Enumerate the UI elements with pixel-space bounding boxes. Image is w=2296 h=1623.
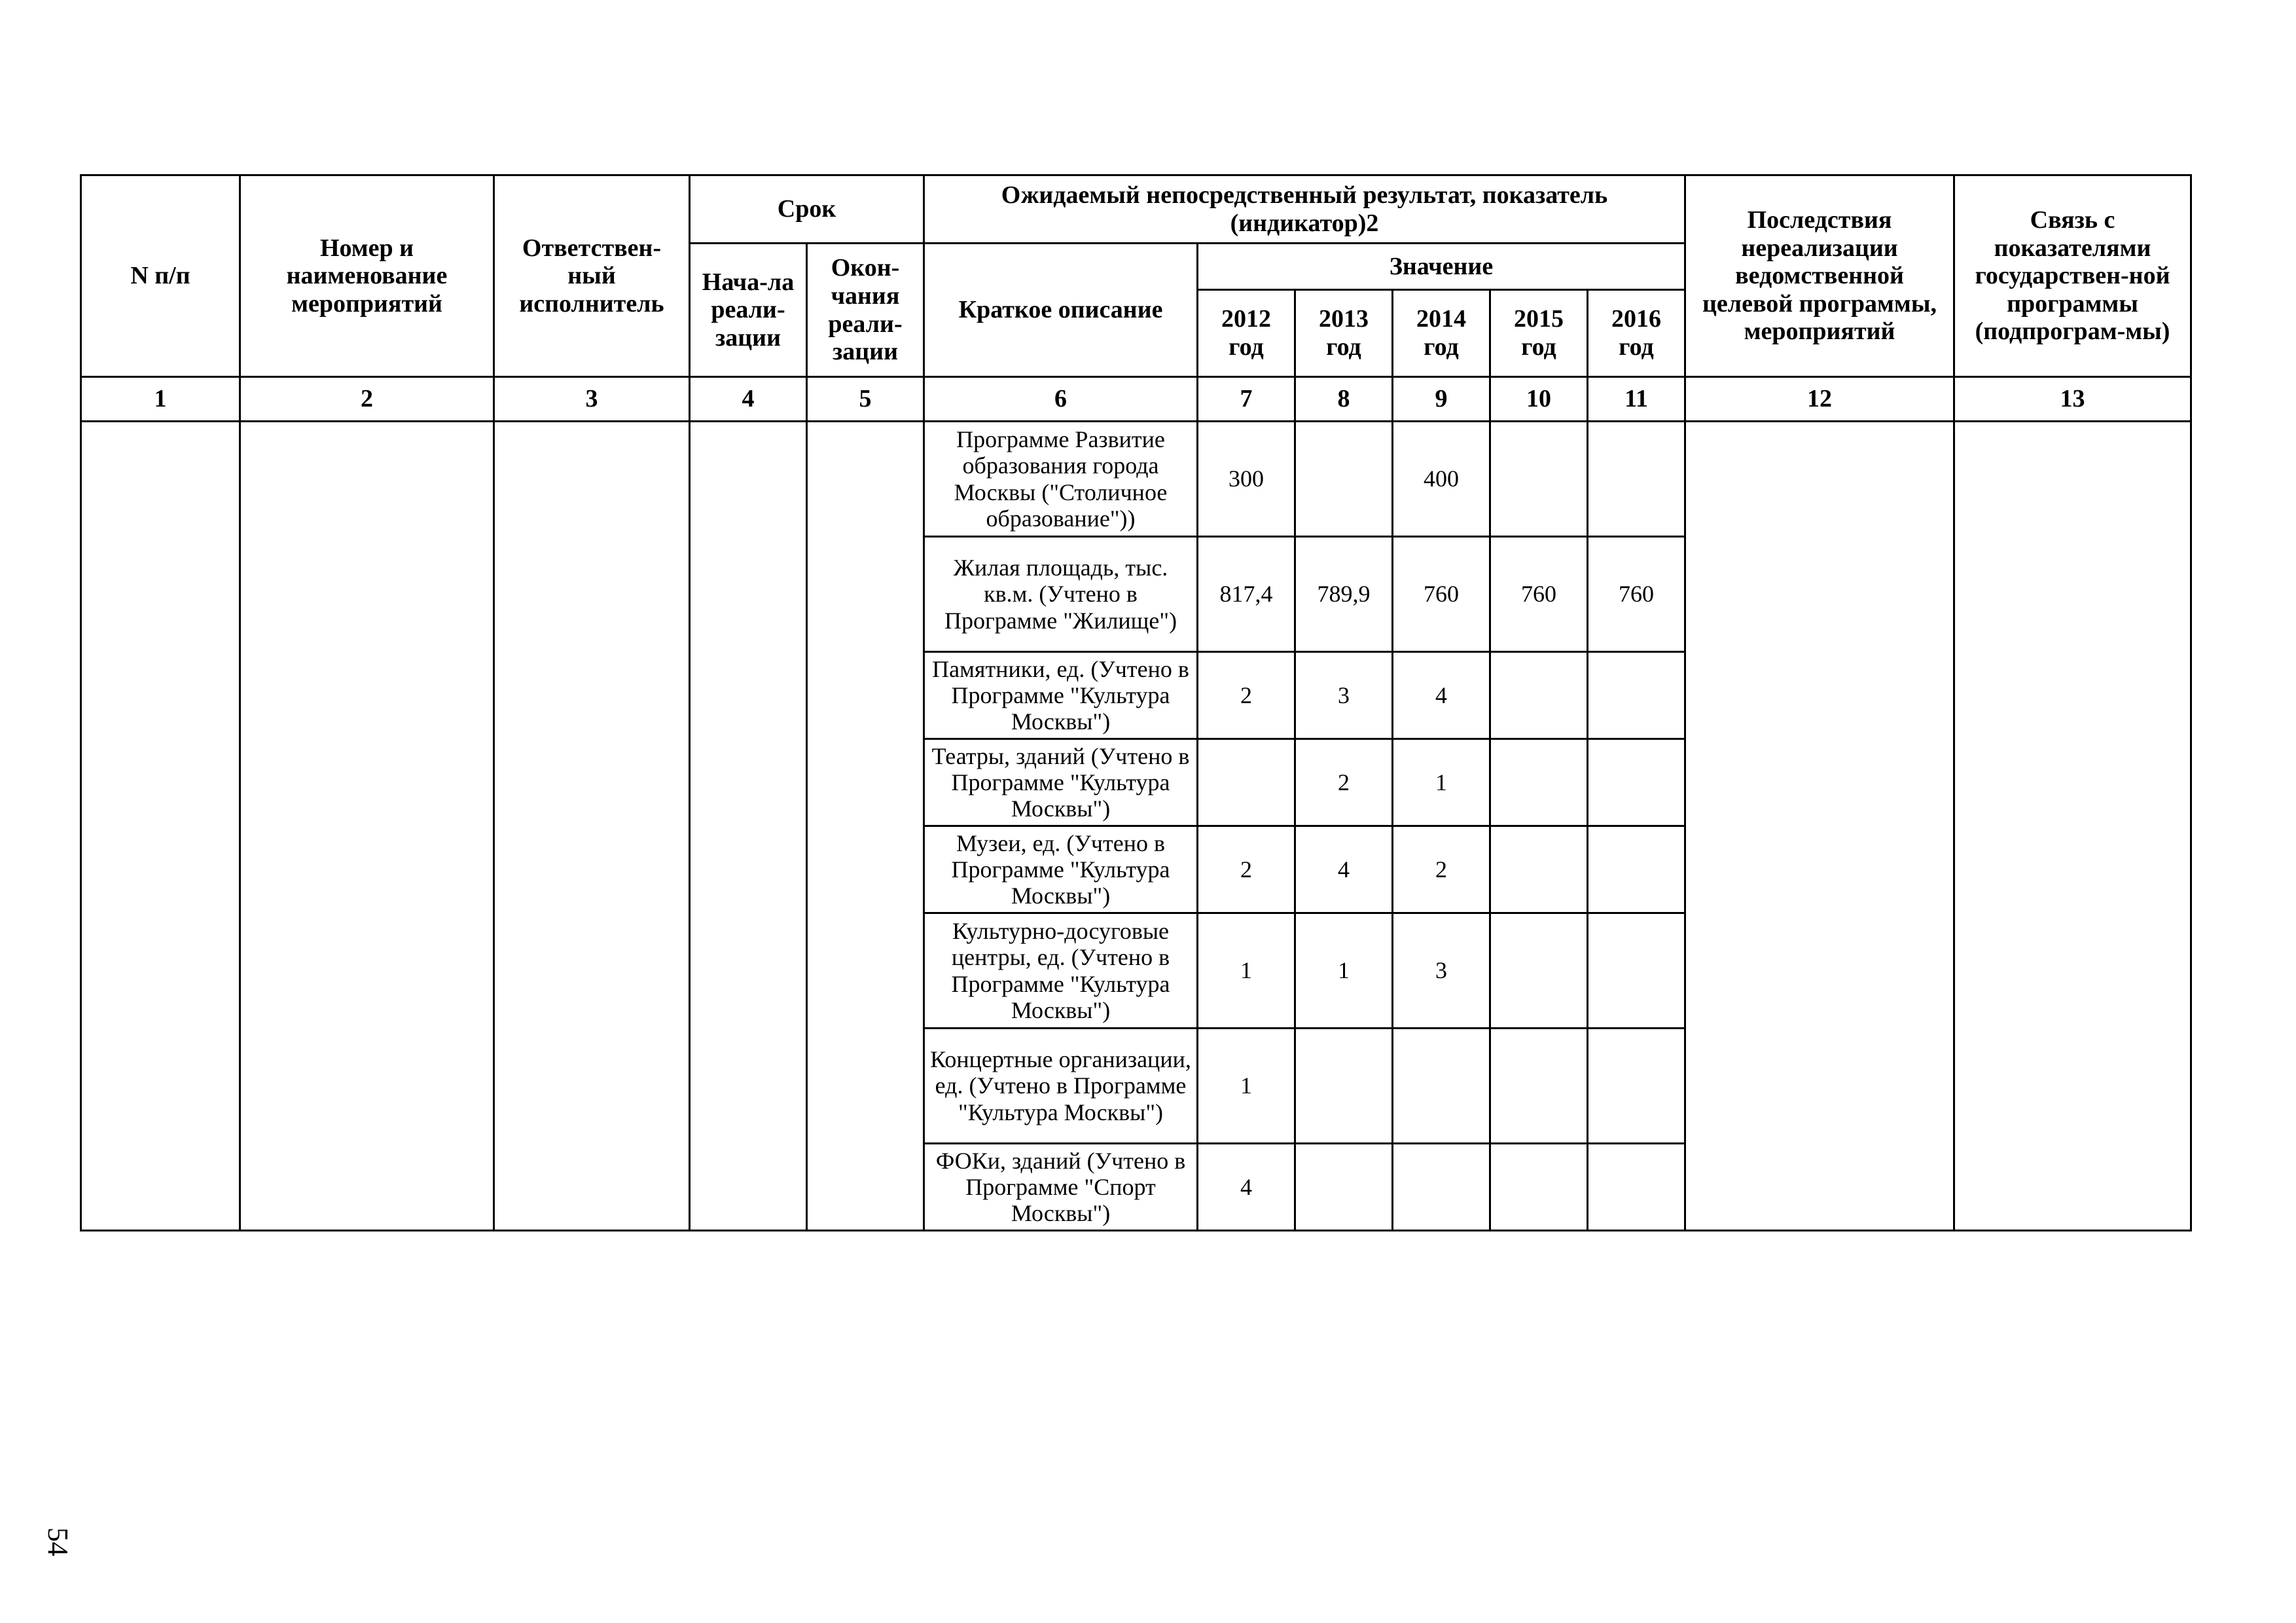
- value-2012: 817,4: [1198, 537, 1295, 652]
- value-2014: 4: [1393, 652, 1490, 739]
- header-responsible: Ответствен-ный исполнитель: [494, 175, 690, 377]
- column-number: 9: [1393, 377, 1490, 422]
- header-year: 2013 год: [1295, 290, 1393, 377]
- value-2012: 300: [1198, 422, 1295, 537]
- header-year: 2014 год: [1393, 290, 1490, 377]
- value-2015: [1490, 739, 1588, 826]
- table-body: [81, 422, 2191, 1231]
- value-2015: 760: [1490, 537, 1588, 652]
- value-2013: 3: [1295, 652, 1393, 739]
- header-year: 2016 год: [1588, 290, 1685, 377]
- indicator-description: Концертные организации, ед. (Учтено в Программе "Культура Москвы"): [924, 1029, 1198, 1144]
- value-2014: 2: [1393, 826, 1490, 913]
- column-number: 11: [1588, 377, 1685, 422]
- value-2013: 789,9: [1295, 537, 1393, 652]
- table-row: [81, 422, 2191, 537]
- table-header: [81, 175, 2191, 422]
- cell-start: [690, 422, 807, 1231]
- header-start: Нача-ла реали-зации: [690, 244, 807, 377]
- header-end: Окон-чания реали-зации: [807, 244, 924, 377]
- value-2013: 4: [1295, 826, 1393, 913]
- column-number: 13: [1954, 377, 2191, 422]
- header-link: Связь с показателями государствен-ной программы (подпрограм-мы): [1954, 175, 2191, 377]
- value-2015: [1490, 422, 1588, 537]
- header-number: N п/п: [81, 175, 240, 377]
- value-2015: [1490, 826, 1588, 913]
- value-2015: [1490, 652, 1588, 739]
- value-2016: [1588, 913, 1685, 1029]
- value-2012: 2: [1198, 652, 1295, 739]
- header-expected-result: Ожидаемый непосредственный результат, показатель (индикатор)2: [924, 175, 1685, 244]
- value-2013: 1: [1295, 913, 1393, 1029]
- column-number-row: [81, 377, 2191, 422]
- value-2013: [1295, 1029, 1393, 1144]
- value-2014: [1393, 1144, 1490, 1231]
- indicator-description: Памятники, ед. (Учтено в Программе "Культура Москвы"): [924, 652, 1198, 739]
- column-number: 10: [1490, 377, 1588, 422]
- indicator-description: Музеи, ед. (Учтено в Программе "Культура Москвы"): [924, 826, 1198, 913]
- value-2012: 4: [1198, 1144, 1295, 1231]
- value-2016: [1588, 826, 1685, 913]
- value-2016: [1588, 422, 1685, 537]
- header-year: 2015 год: [1490, 290, 1588, 377]
- value-2014: 760: [1393, 537, 1490, 652]
- value-2012: 1: [1198, 1029, 1295, 1144]
- column-number: 12: [1685, 377, 1954, 422]
- value-2013: [1295, 1144, 1393, 1231]
- value-2012: 1: [1198, 913, 1295, 1029]
- value-2016: [1588, 652, 1685, 739]
- value-2014: [1393, 1029, 1490, 1144]
- value-2014: 1: [1393, 739, 1490, 826]
- header-activity-name: Номер и наименование мероприятий: [240, 175, 494, 377]
- cell-responsible: [494, 422, 690, 1231]
- column-number: 6: [924, 377, 1198, 422]
- cell-number: [81, 422, 240, 1231]
- column-number: 8: [1295, 377, 1393, 422]
- column-number: 1: [81, 377, 240, 422]
- column-number: 2: [240, 377, 494, 422]
- header-brief: Краткое описание: [924, 244, 1198, 377]
- value-2015: [1490, 1029, 1588, 1144]
- indicator-description: Жилая площадь, тыс. кв.м. (Учтено в Программе "Жилище"): [924, 537, 1198, 652]
- value-2013: 2: [1295, 739, 1393, 826]
- indicator-description: Театры, зданий (Учтено в Программе "Культура Москвы"): [924, 739, 1198, 826]
- cell-link: [1954, 422, 2191, 1231]
- cell-consequences: [1685, 422, 1954, 1231]
- column-number: 4: [690, 377, 807, 422]
- value-2016: [1588, 1144, 1685, 1231]
- indicator-description: Культурно-досуговые центры, ед. (Учтено в Программе "Культура Москвы"): [924, 913, 1198, 1029]
- value-2012: [1198, 739, 1295, 826]
- value-2014: 3: [1393, 913, 1490, 1029]
- indicator-description: ФОКи, зданий (Учтено в Программе "Спорт Москвы"): [924, 1144, 1198, 1231]
- value-2012: 2: [1198, 826, 1295, 913]
- column-number: 3: [494, 377, 690, 422]
- header-term: Срок: [690, 175, 924, 244]
- indicator-description: Программе Развитие образования города Москвы ("Столичное образование")): [924, 422, 1198, 537]
- value-2013: [1295, 422, 1393, 537]
- value-2016: 760: [1588, 537, 1685, 652]
- header-consequences: Последствия нереализации ведомственной целевой программы, мероприятий: [1685, 175, 1954, 377]
- indicators-table: [80, 174, 2192, 1231]
- column-number: 7: [1198, 377, 1295, 422]
- value-2015: [1490, 1144, 1588, 1231]
- page-number: 54: [42, 1527, 74, 1556]
- value-2015: [1490, 913, 1588, 1029]
- column-number: 5: [807, 377, 924, 422]
- value-2014: 400: [1393, 422, 1490, 537]
- cell-activity-name: [240, 422, 494, 1231]
- value-2016: [1588, 739, 1685, 826]
- header-value: Значение: [1198, 244, 1685, 290]
- header-year: 2012 год: [1198, 290, 1295, 377]
- value-2016: [1588, 1029, 1685, 1144]
- cell-end: [807, 422, 924, 1231]
